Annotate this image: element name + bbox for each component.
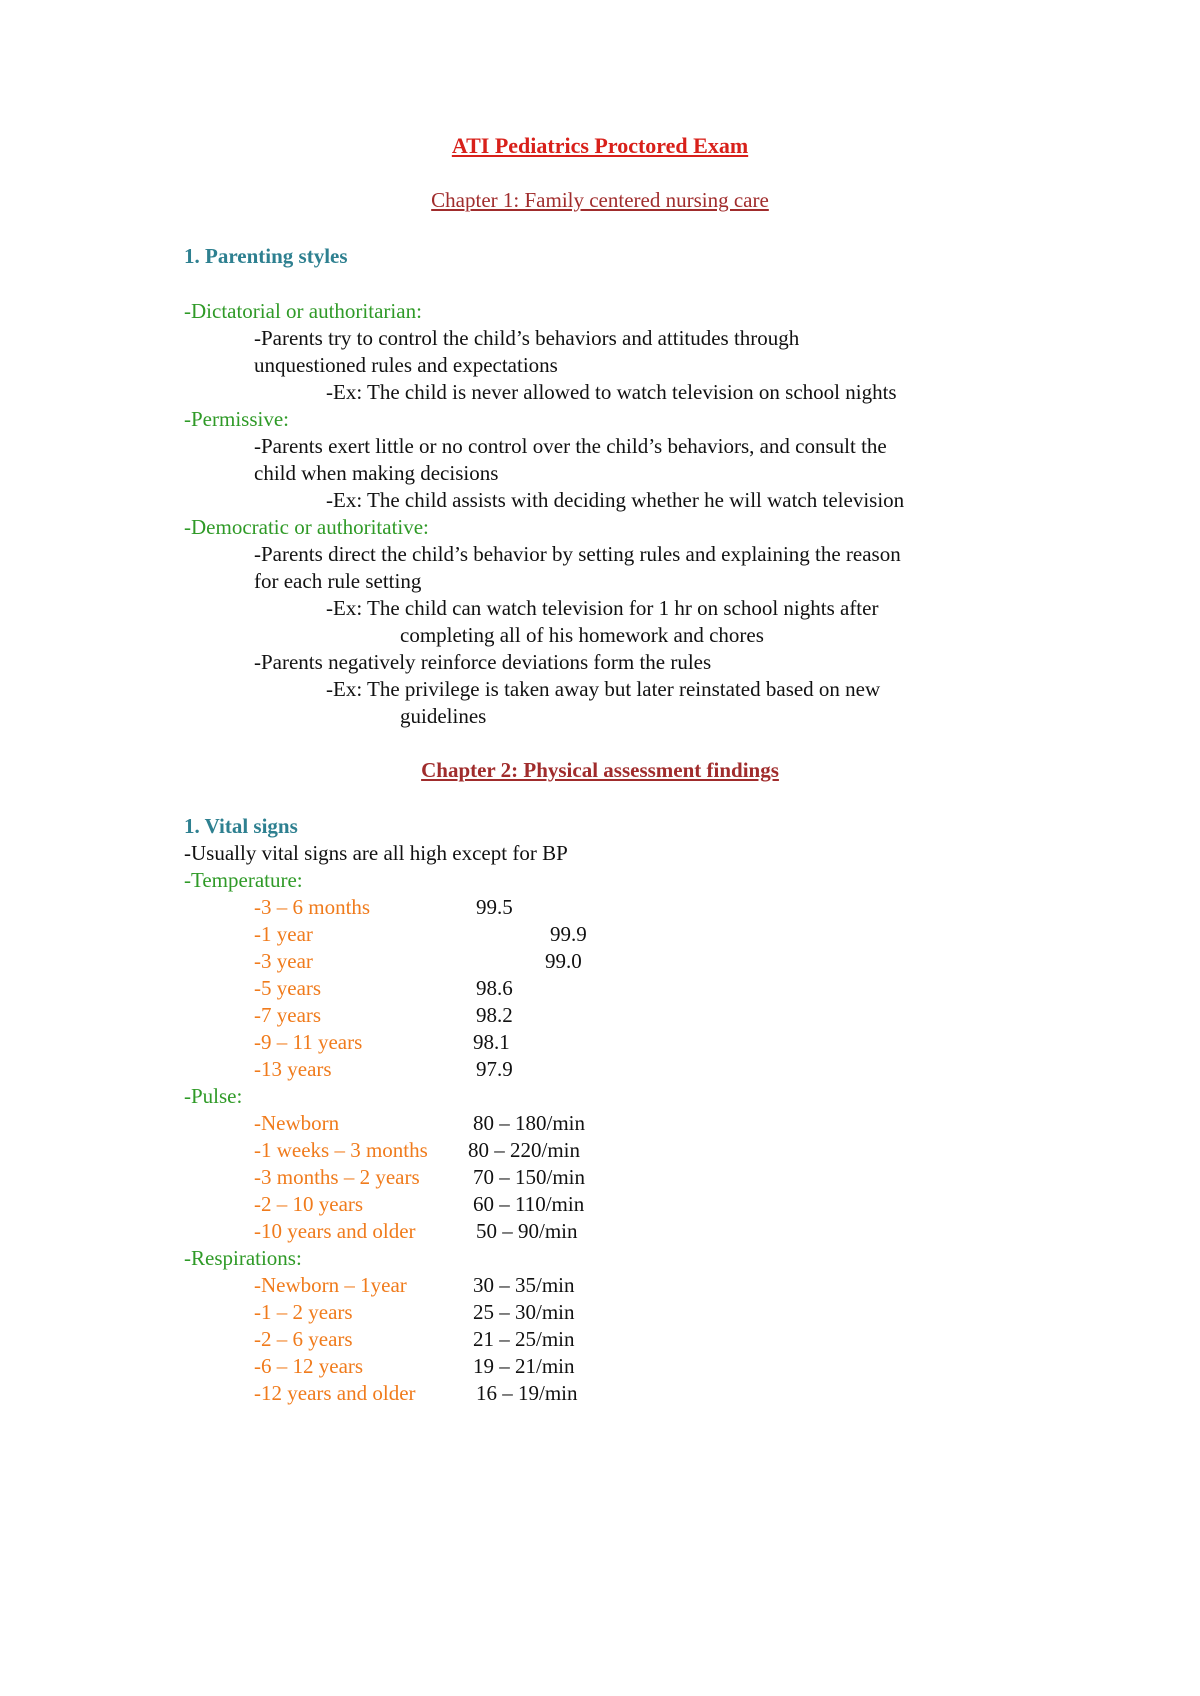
respirations-age: -1 – 2 years bbox=[254, 1300, 353, 1324]
pulse-value: 60 – 110/min bbox=[473, 1192, 585, 1216]
respirations-label: -Respirations: bbox=[184, 1246, 302, 1270]
section-vital-signs: 1. Vital signs bbox=[184, 814, 298, 838]
permissive-desc-line2: child when making decisions bbox=[254, 461, 499, 485]
chapter-1-heading: Chapter 1: Family centered nursing care bbox=[431, 188, 769, 212]
dictatorial-example: -Ex: The child is never allowed to watch television on school nights bbox=[326, 380, 897, 404]
temperature-age: -5 years bbox=[254, 976, 322, 1000]
pulse-age: -2 – 10 years bbox=[254, 1192, 364, 1216]
democratic-example-line2: completing all of his homework and chores bbox=[400, 623, 764, 647]
temperature-age: -1 year bbox=[254, 922, 313, 946]
pulse-value: 80 – 180/min bbox=[473, 1111, 586, 1135]
respirations-value: 25 – 30/min bbox=[473, 1300, 575, 1324]
pulse-age: -10 years and older bbox=[254, 1219, 416, 1243]
respirations-age: -6 – 12 years bbox=[254, 1354, 364, 1378]
temperature-value: 98.1 bbox=[473, 1030, 510, 1054]
democratic-example-line1: -Ex: The child can watch television for 1 hr on school nights after bbox=[326, 596, 879, 620]
section-parenting-styles: 1. Parenting styles bbox=[184, 244, 348, 268]
permissive-example: -Ex: The child assists with deciding whether he will watch television bbox=[326, 488, 905, 512]
pulse-label: -Pulse: bbox=[184, 1084, 243, 1108]
temperature-age: -3 year bbox=[254, 949, 313, 973]
vital-signs-note: -Usually vital signs are all high except for BP bbox=[184, 841, 568, 865]
respirations-value: 19 – 21/min bbox=[473, 1354, 575, 1378]
temperature-value: 99.5 bbox=[476, 895, 513, 919]
temperature-value: 98.2 bbox=[476, 1003, 513, 1027]
temperature-value: 99.9 bbox=[550, 922, 587, 946]
pulse-value: 70 – 150/min bbox=[473, 1165, 586, 1189]
respirations-age: -Newborn – 1year bbox=[254, 1273, 407, 1297]
democratic-reinforce-example-line1: -Ex: The privilege is taken away but later reinstated based on new bbox=[326, 677, 881, 701]
style-label-dictatorial: -Dictatorial or authoritarian: bbox=[184, 299, 422, 323]
respirations-value: 21 – 25/min bbox=[473, 1327, 575, 1351]
temperature-value: 97.9 bbox=[476, 1057, 513, 1081]
dictatorial-desc-line2: unquestioned rules and expectations bbox=[254, 353, 558, 377]
respirations-age: -2 – 6 years bbox=[254, 1327, 353, 1351]
democratic-desc-line2: for each rule setting bbox=[254, 569, 422, 593]
pulse-value: 80 – 220/min bbox=[468, 1138, 581, 1162]
temperature-age: -7 years bbox=[254, 1003, 322, 1027]
respirations-value: 30 – 35/min bbox=[473, 1273, 575, 1297]
temperature-age: -9 – 11 years bbox=[254, 1030, 363, 1054]
temperature-label: -Temperature: bbox=[184, 868, 303, 892]
permissive-desc-line1: -Parents exert little or no control over the child’s behaviors, and consult the bbox=[254, 434, 887, 458]
democratic-reinforce: -Parents negatively reinforce deviations form the rules bbox=[254, 650, 712, 674]
chapter-2-heading: Chapter 2: Physical assessment findings bbox=[421, 758, 779, 782]
style-label-democratic: -Democratic or authoritative: bbox=[184, 515, 429, 539]
pulse-value: 50 – 90/min bbox=[476, 1219, 578, 1243]
respirations-age: -12 years and older bbox=[254, 1381, 416, 1405]
temperature-value: 99.0 bbox=[545, 949, 582, 973]
temperature-age: -3 – 6 months bbox=[254, 895, 371, 919]
temperature-age: -13 years bbox=[254, 1057, 332, 1081]
pulse-age: -1 weeks – 3 months bbox=[254, 1138, 428, 1162]
document-title: ATI Pediatrics Proctored Exam bbox=[451, 133, 749, 158]
pulse-age: -3 months – 2 years bbox=[254, 1165, 420, 1189]
style-label-permissive: -Permissive: bbox=[184, 407, 289, 431]
democratic-desc-line1 bbox=[254, 540, 1050, 568]
democratic-desc-line1-text: -Parents direct the child’s behavior by setting rules and explaining the reason bbox=[254, 542, 901, 566]
pulse-age: -Newborn bbox=[254, 1111, 340, 1135]
dictatorial-desc-line1: -Parents try to control the child’s behaviors and attitudes through bbox=[254, 326, 800, 350]
temperature-value: 98.6 bbox=[476, 976, 513, 1000]
respirations-value: 16 – 19/min bbox=[476, 1381, 578, 1405]
democratic-reinforce-example-line2: guidelines bbox=[400, 704, 487, 728]
